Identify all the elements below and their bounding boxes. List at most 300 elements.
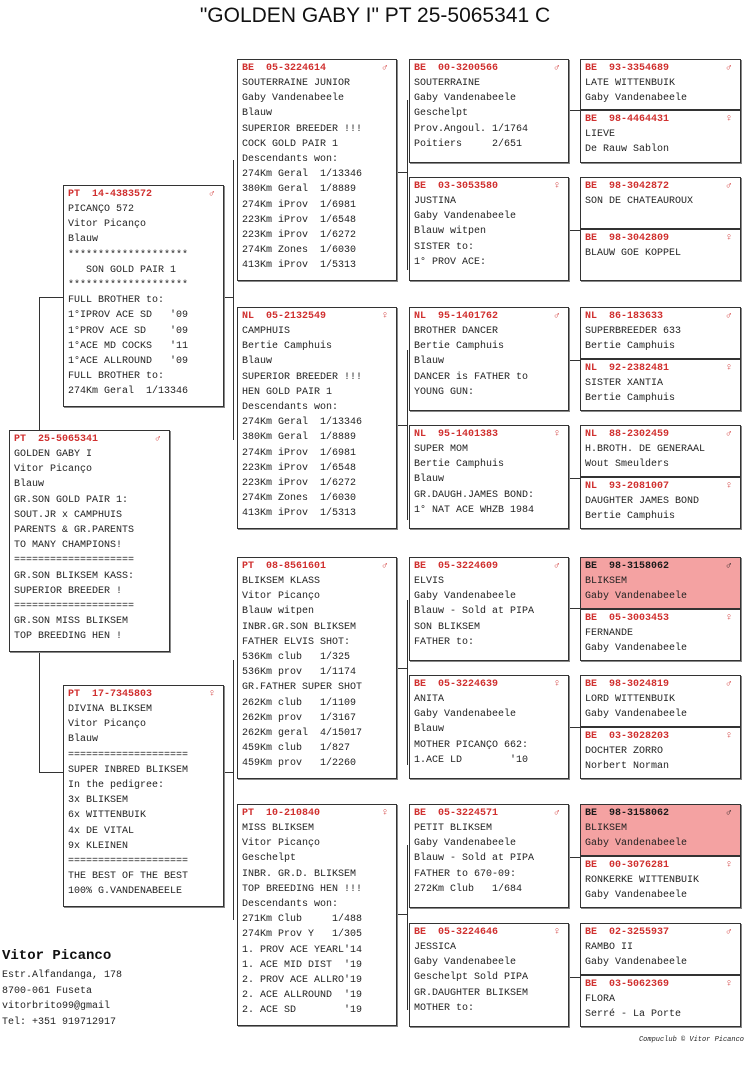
pigeon-info-line: SOUT.JR x CAMPHUIS [14,509,123,521]
pigeon-info-line: Blauw [414,724,445,736]
ring-number: 17-7345803 [92,689,153,700]
ring-number-header [414,925,568,940]
pigeon-info-line: SUPERIOR BREEDER ! [14,585,123,597]
ring-number: 98-3158062 [609,808,670,819]
pigeon-card-grandparent[interactable] [237,59,397,281]
male-symbol-icon: ♂ [553,561,560,572]
pigeon-info-line: 1°ACE ALLROUND '09 [68,356,189,368]
pigeon-info-line: Gaby Vandenabeele [414,93,517,105]
ring-number: 98-3158062 [609,561,670,572]
country-code: BE [585,979,598,990]
pigeon-info-line: Gaby Vandenabeele [414,838,517,850]
pigeon-info-line: 274Km iProv 1/6981 [242,199,357,211]
pigeon-info-line: SUPERIOR BREEDER !!! [242,371,363,383]
country-code: PT [68,189,81,200]
pigeon-info-line: 6x WITTENBUIK [68,810,147,822]
pigeon-info-line: 380Km Geral 1/8889 [242,184,357,196]
pigeon-card-sire[interactable] [63,185,224,407]
ring-number: 95-1401383 [438,429,499,440]
pigeon-card-great-grandparent[interactable] [409,59,569,163]
breeder-email[interactable]: vitorbrito99@gmail [2,1001,111,1012]
pigeon-info-line: Vitor Picanço [68,219,147,231]
pigeon-info-line: 274Km iProv 1/6981 [242,447,357,459]
pigeon-info-line: GR.SON GOLD PAIR 1: [14,494,129,506]
pigeon-card-gg-grandparent[interactable] [580,359,741,411]
male-symbol-icon: ♂ [725,679,732,690]
ring-number: 98-3024819 [609,679,670,690]
pigeon-info-line: ******************** [68,280,189,292]
pigeon-info-line: Gaby Vandenabeele [585,957,688,969]
female-symbol-icon: ♀ [553,679,560,690]
pigeon-info-line: 1° NAT ACE WHZB 1984 [414,504,535,516]
ring-number-header [585,729,740,744]
pigeon-info-line: 274Km Zones 1/6030 [242,493,357,505]
pigeon-card-gg-grandparent[interactable] [580,975,741,1027]
pigeon-info-line: 223Km iProv 1/6272 [242,230,357,242]
pigeon-name: SON DE CHATEAUROUX [585,196,694,207]
ring-number: 02-3255937 [609,927,670,938]
pigeon-name: ELVIS [414,576,445,587]
pigeon-info-line: Blauw - Sold at PIPA [414,853,535,865]
pigeon-info-line: YOUNG GUN: [414,386,475,398]
pigeon-info-line: 223Km iProv 1/6548 [242,462,357,474]
country-code: BE [585,613,598,624]
ring-number-header [414,677,568,692]
pigeon-info-line: 3x BLIKSEM [68,795,129,807]
pigeon-card-gg-grandparent[interactable] [580,425,741,477]
pigeon-info-line: FATHER ELVIS SHOT: [242,636,351,648]
ring-number: 98-4464431 [609,114,670,125]
ring-number-header [414,61,568,76]
pigeon-info-line: Bertie Camphuis [414,459,505,471]
ring-number: 95-1401762 [438,311,499,322]
male-symbol-icon: ♂ [553,63,560,74]
pigeon-info-line: Blauw witpen [414,226,487,238]
pigeon-info-line: Prov.Angoul. 1/1764 [414,123,529,135]
country-code: NL [585,363,598,374]
pigeon-info-line: 262Km geral 4/15017 [242,728,363,740]
pigeon-name: SOUTERRAINE JUNIOR [242,78,351,89]
pigeon-info-line: De Rauw Sablon [585,144,670,156]
pigeon-info-line: FATHER to 670-09: [414,868,517,880]
pigeon-info-line: Blauw witpen [242,606,315,618]
pigeon-info-line: FATHER to: [414,636,475,648]
pigeon-info-line: Descendants won: [242,899,339,911]
pigeon-card-great-grandparent[interactable] [409,675,569,779]
ring-number-header [242,61,396,76]
pigeon-name: DOCHTER ZORRO [585,746,664,757]
ring-number: 05-3003453 [609,613,670,624]
female-symbol-icon: ♀ [381,808,388,819]
pigeon-info-line: Gaby Vandenabeele [414,709,517,721]
country-code: BE [585,860,598,871]
country-code: BE [414,808,427,819]
pigeon-info-line: 380Km Geral 1/8889 [242,432,357,444]
pigeon-info-line: 536Km prov 1/1174 [242,667,357,679]
pigeon-card-gg-grandparent[interactable] [580,856,741,908]
pedigree-title: "GOLDEN GABY I" PT 25-5065341 C [199,4,551,27]
pigeon-info-line: GR.DAUGH.JAMES BOND: [414,489,535,501]
country-code: PT [242,561,255,572]
ring-number: 25-5065341 [38,434,99,445]
country-code: BE [585,561,598,572]
pigeon-info-line: 459Km club 1/827 [242,743,351,755]
male-symbol-icon: ♂ [381,63,388,74]
ring-number-header [585,806,740,821]
pigeon-info-line: INBR. GR.D. BLIKSEM [242,868,357,880]
male-symbol-icon: ♂ [553,808,560,819]
pigeon-info-line: Blauw [242,108,273,120]
pigeon-info-line: MOTHER PICANÇO 662: [414,739,529,751]
pigeon-name: DIVINA BLIKSEM [68,704,153,715]
country-code: BE [242,63,255,74]
pigeon-name: JUSTINA [414,196,457,207]
pigeon-info-line: 274Km Geral 1/13346 [242,417,363,429]
ring-number-header [585,231,740,246]
pigeon-info-line: SUPERIOR BREEDER !!! [242,123,363,135]
country-code: BE [414,561,427,572]
ring-number: 05-3224614 [266,63,327,74]
pigeon-card-gg-grandparent[interactable] [580,177,741,229]
pigeon-info-line: 2. ACE ALLROUND '19 [242,990,363,1002]
ring-number-header [585,677,740,692]
country-code: BE [585,679,598,690]
pigeon-info-line: 274Km Geral 1/13346 [242,169,363,181]
pigeon-card-great-grandparent[interactable] [409,923,569,1027]
country-code: PT [68,689,81,700]
pigeon-info-line: 274Km Geral 1/13346 [68,386,189,398]
pigeon-card-gg-grandparent[interactable] [580,609,741,661]
pigeon-info-line: Gaby Vandenabeele [585,591,688,603]
pigeon-card-gg-grandparent[interactable] [580,727,741,779]
pigeon-name: RAMBO II [585,942,634,953]
male-symbol-icon: ♂ [725,927,732,938]
male-symbol-icon: ♂ [725,808,732,819]
country-code: BE [585,731,598,742]
pigeon-info-line: 1° PROV ACE: [414,256,487,268]
pigeon-info-line: Gaby Vandenabeele [585,643,688,655]
male-symbol-icon: ♂ [553,311,560,322]
pigeon-info-line: SON BLIKSEM [414,621,481,633]
pigeon-info-line: GR.SON MISS BLIKSEM [14,616,129,628]
pigeon-name: LATE WITTENBUIK [585,78,676,89]
ring-number: 88-2302459 [609,429,670,440]
pigeon-name: MISS BLIKSEM [242,823,315,834]
female-symbol-icon: ♀ [725,481,732,492]
pigeon-card-great-grandparent[interactable] [409,425,569,529]
pigeon-info-line: Blauw [242,356,273,368]
ring-number-header [414,309,568,324]
breeder-address: Estr.Alfandanga, 178 [2,970,123,981]
pigeon-name: BLAUW GOE KOPPEL [585,248,682,259]
pigeon-name: PICANÇO 572 [68,204,135,215]
pigeon-info-line: 1°IPROV ACE SD '09 [68,310,189,322]
ring-number: 05-3224646 [438,927,499,938]
pigeon-name: GOLDEN GABY I [14,449,93,460]
pigeon-info-line: TOP BREEDING HEN ! [14,631,123,643]
ring-number-header [585,977,740,992]
pigeon-info-line: FULL BROTHER to: [68,295,165,307]
pigeon-card-gg-grandparent[interactable] [580,477,741,529]
ring-number-header [242,559,396,574]
pigeon-card-grandparent[interactable] [237,804,397,1026]
pigeon-name: SUPER MOM [414,444,469,455]
pigeon-card-gg-grandparent[interactable] [580,804,741,856]
pigeon-info-line: Gaby Vandenabeele [414,211,517,223]
female-symbol-icon: ♀ [553,927,560,938]
country-code: BE [414,63,427,74]
breeder-name: Vitor Picanco [2,948,112,964]
pigeon-info-line: PARENTS & GR.PARENTS [14,525,135,537]
pigeon-info-line: DANCER is FATHER to [414,371,529,383]
country-code: PT [242,808,255,819]
pigeon-info-line: 1°PROV ACE SD '09 [68,325,189,337]
pigeon-info-line: Wout Smeulders [585,459,670,471]
male-symbol-icon: ♂ [725,429,732,440]
pigeon-info-line: SUPER INBRED BLIKSEM [68,764,189,776]
pigeon-info-line: 1.ACE LD '10 [414,754,529,766]
pigeon-card-great-grandparent[interactable] [409,804,569,908]
pigeon-card-gg-grandparent[interactable] [580,923,741,975]
pigeon-info-line: Gaby Vandenabeele [585,838,688,850]
country-code: BE [414,679,427,690]
pigeon-info-line: 413Km iProv 1/5313 [242,260,357,272]
pigeon-info-line: 9x KLEINEN [68,840,129,852]
pigeon-card-dam[interactable] [63,685,224,907]
ring-number: 10-210840 [266,808,321,819]
pigeon-info-line: Gaby Vandenabeele [585,93,688,105]
pigeon-info-line: Vitor Picanço [242,838,321,850]
country-code: BE [585,808,598,819]
pigeon-info-line: MOTHER to: [414,1002,475,1014]
pigeon-card-grandparent[interactable] [237,557,397,779]
pigeon-info-line: Geschelpt [242,853,297,865]
pigeon-card-great-grandparent[interactable] [409,557,569,661]
pigeon-name: LORD WITTENBUIK [585,694,676,705]
pigeon-info-line: SON GOLD PAIR 1 [68,264,177,276]
male-symbol-icon: ♂ [381,561,388,572]
ring-number: 05-3224639 [438,679,499,690]
ring-number: 92-2382481 [609,363,670,374]
breeder-postal: 8700-061 Fuseta [2,985,93,997]
pigeon-name: FLORA [585,994,616,1005]
country-code: BE [585,63,598,74]
pigeon-info-line: GR.DAUGHTER BLIKSEM [414,987,529,999]
software-credit: Compuclub © Vitor Picanco [638,1036,744,1044]
pigeon-info-line: Blauw [68,234,99,246]
ring-number-header [585,61,740,76]
country-code: NL [585,481,598,492]
pigeon-info-line: Geschelpt [414,108,469,120]
pigeon-info-line: Bertie Camphuis [585,341,676,353]
pigeon-info-line: Gaby Vandenabeele [585,709,688,721]
ring-number: 98-3042809 [609,233,670,244]
pigeon-card-grandparent[interactable] [237,307,397,529]
pigeon-name: BLIKSEM [585,823,628,834]
pigeon-name: LIEVE [585,129,616,140]
female-symbol-icon: ♀ [725,233,732,244]
pigeon-card-gg-grandparent[interactable] [580,675,741,727]
country-code: NL [585,311,598,322]
pigeon-info-line: Vitor Picanço [242,591,321,603]
pigeon-info-line: 1°ACE MD COCKS '11 [68,340,189,352]
pigeon-info-line: TO MANY CHAMPIONS! [14,540,123,552]
pigeon-info-line: 536Km club 1/325 [242,652,351,664]
pigeon-name: SISTER XANTIA [585,378,664,389]
female-symbol-icon: ♀ [208,689,215,700]
pigeon-card-gg-grandparent[interactable] [580,307,741,359]
pigeon-info-line: Geschelpt Sold PIPA [414,972,529,984]
male-symbol-icon: ♂ [725,181,732,192]
pigeon-card-gg-grandparent[interactable] [580,229,741,281]
pigeon-info-line: 2. ACE SD '19 [242,1005,363,1017]
pigeon-info-line: Bertie Camphuis [585,393,676,405]
country-code: BE [585,233,598,244]
pigeon-name: DAUGHTER JAMES BOND [585,496,700,507]
pigeon-info-line: SISTER to: [414,241,475,253]
pigeon-info-line: 413Km iProv 1/5313 [242,508,357,520]
ring-number-header [68,187,223,202]
pigeon-info-line: TOP BREEDING HEN !!! [242,883,363,895]
pigeon-info-line: 274Km Prov Y 1/305 [242,929,363,941]
ring-number-header [242,806,396,821]
pigeon-name: PETIT BLIKSEM [414,823,493,834]
ring-number-header [414,427,568,442]
pigeon-info-line: 271Km Club 1/488 [242,914,363,926]
pigeon-info-line: Blauw [414,356,445,368]
ring-number-header [585,361,740,376]
country-code: NL [414,429,427,440]
pigeon-card-subject[interactable] [9,430,170,652]
pigeon-info-line: 100% G.VANDENABEELE [68,886,183,898]
ring-number: 03-5062369 [609,979,670,990]
pigeon-info-line: Gaby Vandenabeele [585,890,688,902]
pigeon-info-line: Blauw [68,734,99,746]
pigeon-info-line: FULL BROTHER to: [68,371,165,383]
pigeon-name: JESSICA [414,942,457,953]
pigeon-info-line: Serré - La Porte [585,1009,682,1021]
pigeon-info-line: Vitor Picanço [68,719,147,731]
ring-number: 05-3224571 [438,808,499,819]
pigeon-info-line: Descendants won: [242,154,339,166]
pigeon-name: CAMPHUIS [242,326,291,337]
pigeon-info-line: Poitiers 2/651 [414,138,523,150]
ring-number: 86-183633 [609,311,664,322]
pigeon-info-line: 1. ACE MID DIST '19 [242,959,363,971]
country-code: NL [242,311,255,322]
pigeon-info-line: INBR.GR.SON BLIKSEM [242,621,357,633]
pigeon-name: SOUTERRAINE [414,78,481,89]
ring-number-header [414,559,568,574]
ring-number-header [242,309,396,324]
ring-number-header [585,479,740,494]
ring-number: 00-3200566 [438,63,499,74]
pigeon-card-gg-grandparent[interactable] [580,59,741,110]
pigeon-info-line: 1. PROV ACE YEARL'14 [242,944,363,956]
male-symbol-icon: ♂ [725,561,732,572]
ring-number: 05-2132549 [266,311,327,322]
pigeon-card-great-grandparent[interactable] [409,177,569,281]
country-code: BE [585,927,598,938]
pigeon-info-line: Bertie Camphuis [414,341,505,353]
pigeon-info-line: 274Km Zones 1/6030 [242,245,357,257]
ring-number-header [585,925,740,940]
pigeon-info-line: ==================== [14,601,135,613]
ring-number: 08-8561601 [266,561,327,572]
ring-number-header [585,112,740,127]
pigeon-name: H.BROTH. DE GENERAAL [585,444,706,455]
male-symbol-icon: ♂ [725,63,732,74]
pigeon-name: RONKERKE WITTENBUIK [585,875,700,886]
female-symbol-icon: ♀ [725,363,732,374]
pigeon-info-line: GR.SON BLIKSEM KASS: [14,570,135,582]
pigeon-info-line: 262Km prov 1/3167 [242,712,357,724]
pigeon-info-line: Gaby Vandenabeele [242,93,345,105]
ring-number-header [414,806,568,821]
ring-number-header [585,427,740,442]
pigeon-info-line: ******************** [68,249,189,261]
country-code: NL [585,429,598,440]
ring-number: 03-3028203 [609,731,670,742]
pigeon-info-line: Blauw [414,474,445,486]
pigeon-info-line: 223Km iProv 1/6548 [242,214,357,226]
pigeon-name: SUPERBREEDER 633 [585,326,682,337]
pigeon-info-line: Gaby Vandenabeele [414,591,517,603]
pigeon-info-line: ==================== [14,555,135,567]
breeder-phone[interactable]: Tel: +351 919712917 [2,1016,117,1028]
female-symbol-icon: ♀ [725,731,732,742]
ring-number-header [585,309,740,324]
female-symbol-icon: ♀ [725,114,732,125]
pigeon-name: BLIKSEM KLASS [242,576,321,587]
pigeon-card-great-grandparent[interactable] [409,307,569,411]
ring-number-header [68,687,223,702]
female-symbol-icon: ♀ [725,979,732,990]
ring-number: 14-4383572 [92,189,153,200]
pigeon-card-gg-grandparent[interactable] [580,110,741,163]
ring-number-header [414,179,568,194]
pigeon-info-line: Bertie Camphuis [242,341,333,353]
female-symbol-icon: ♀ [553,181,560,192]
pigeon-info-line: Descendants won: [242,402,339,414]
male-symbol-icon: ♂ [725,311,732,322]
pigeon-info-line: THE BEST OF THE BEST [68,871,189,883]
country-code: NL [414,311,427,322]
pigeon-name: BLIKSEM [585,576,628,587]
pigeon-info-line: 4x DE VITAL [68,825,135,837]
breeder-contact [2,968,122,1030]
female-symbol-icon: ♀ [381,311,388,322]
pigeon-info-line: Blauw [14,479,45,491]
ring-number-header [14,432,169,447]
pigeon-info-line: Gaby Vandenabeele [414,957,517,969]
ring-number: 00-3076281 [609,860,670,871]
ring-number: 05-3224609 [438,561,499,572]
pigeon-info-line: HEN GOLD PAIR 1 [242,386,333,398]
country-code: BE [585,114,598,125]
pigeon-info-line: ==================== [68,749,189,761]
ring-number: 93-2081007 [609,481,670,492]
ring-number: 93-3354689 [609,63,670,74]
pigeon-info-line: 223Km iProv 1/6272 [242,478,357,490]
male-symbol-icon: ♂ [208,189,215,200]
ring-number: 03-3053580 [438,181,499,192]
ring-number-header [585,179,740,194]
pigeon-info-line: 262Km club 1/1109 [242,697,357,709]
pigeon-card-gg-grandparent[interactable] [580,557,741,609]
male-symbol-icon: ♂ [154,434,161,445]
ring-number-header [585,858,740,873]
